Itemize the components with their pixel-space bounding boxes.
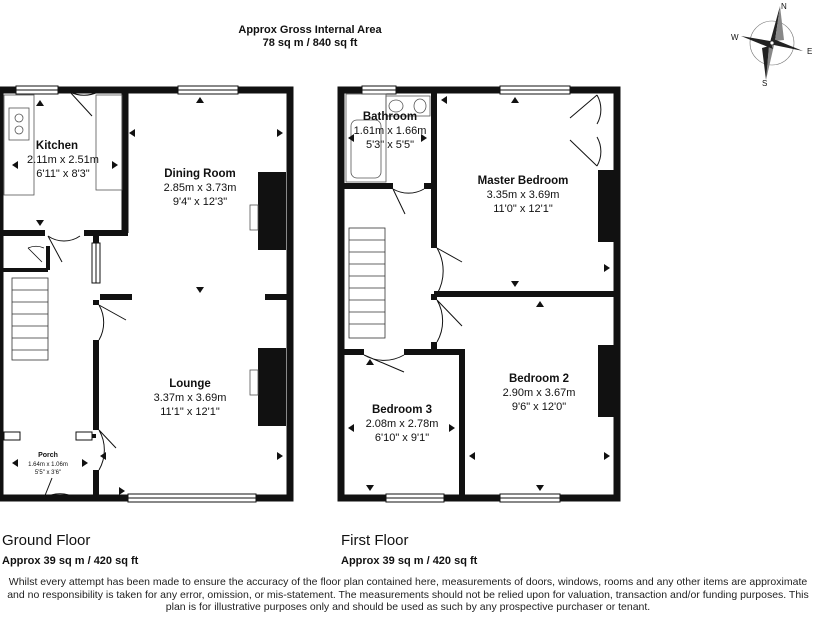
master-bedroom-imperial: 11'0" x 12'1" [493,203,553,215]
compass-rose-icon [731,2,812,88]
bedroom-3-metric: 2.08m x 2.78m [365,418,439,430]
compass-s: S [762,79,768,88]
porch-imperial: 5'5" x 3'6" [34,470,62,476]
disclaimer-text: Whilst every attempt has been made to ensure the accuracy of the floor plan contained here, measurements of doors, windows, rooms and any other items are approximate and no responsibility is taken for any error, omission, or mis-statement. The measurements should not be relied upon for valuation, transaction and/or funding purposes. This plan is for illustrative purposes only and should be used as such by any prospective purchaser or tenant. [7,576,809,614]
lounge-name: Lounge [169,378,211,390]
kitchen-metric: 2.11m x 2.51m [27,154,99,166]
dining-room-name: Dining Room [164,168,236,180]
first-floor-label: First Floor [341,532,409,549]
compass-w: W [731,33,739,42]
master-bedroom-metric: 3.35m x 3.69m [486,189,560,201]
dining-room-imperial: 9'4" x 12'3" [172,196,228,208]
porch-name: Porch [38,452,58,459]
bathroom-name: Bathroom [362,111,418,123]
first-floor-area: Approx 39 sq m / 420 sq ft [341,555,478,567]
bedroom-2-metric: 2.90m x 3.67m [502,387,576,399]
lounge-metric: 3.37m x 3.69m [153,392,227,404]
ground-floor-label: Ground Floor [2,532,91,549]
bedroom-3-name: Bedroom 3 [371,404,433,416]
bathroom-metric: 1.61m x 1.66m [353,125,427,137]
kitchen-imperial: 6'11" x 8'3" [36,168,90,180]
porch-metric: 1.64m x 1.06m [28,462,68,468]
ground-floor-stairs [12,278,48,360]
kitchen-name: Kitchen [35,140,79,152]
gross-area-title: Approx Gross Internal Area [238,24,382,36]
compass-n: N [781,2,787,11]
bathroom-imperial: 5'3" x 5'5" [365,139,415,151]
first-floor-stairs [349,228,385,338]
lounge-imperial: 11'1" x 12'1" [160,406,220,418]
compass-e: E [807,47,813,56]
bedroom-2-name: Bedroom 2 [508,373,570,385]
dining-room-metric: 2.85m x 3.73m [163,182,237,194]
bedroom-3-imperial: 6'10" x 9'1" [374,432,430,444]
master-bedroom-name: Master Bedroom [477,175,569,187]
gross-area-value: 78 sq m / 840 sq ft [262,37,358,49]
ground-floor-area: Approx 39 sq m / 420 sq ft [2,555,139,567]
bedroom-2-imperial: 9'6" x 12'0" [511,401,567,413]
